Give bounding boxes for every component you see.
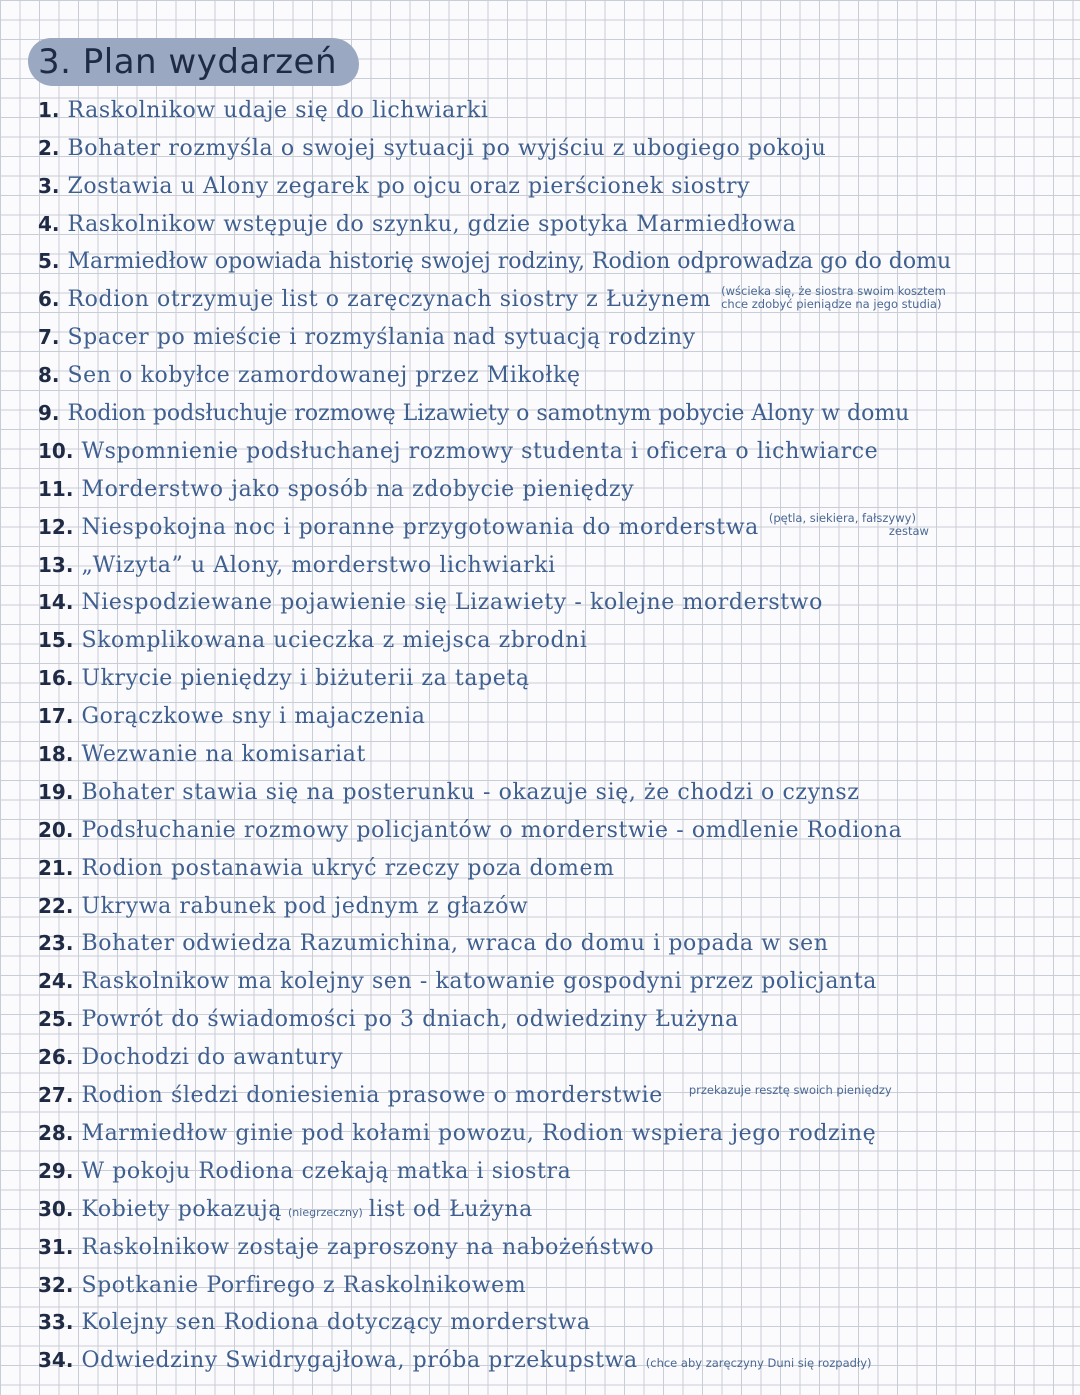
list-item [38, 618, 1068, 656]
item-text: Bohater rozmyśla o swojej sytuacji po wyjściu z ubogiego pokoju [67, 135, 827, 161]
item-number: 5. [38, 249, 60, 274]
list-item [38, 922, 1068, 960]
list-item [38, 88, 1068, 126]
item-text: Raskolnikow udaje się do lichwiarki [67, 97, 489, 123]
item-text: Gorączkowe sny i majaczenia [81, 704, 426, 730]
item-text: Morderstwo jako sposób na zdobycie pieniędzy [81, 476, 635, 502]
item-number: 25. [38, 1007, 74, 1032]
list-item [38, 1338, 1068, 1376]
item-number: 17. [38, 704, 74, 729]
item-text: Bohater odwiedza Razumichina, wraca do domu i popada w sen [81, 931, 829, 957]
list-item [38, 770, 1068, 808]
side-note: (chce aby zaręczyny Duni się rozpadły) [645, 1355, 872, 1370]
list-item [38, 1111, 1068, 1149]
item-number: 4. [38, 211, 60, 236]
item-text: list od Łużyna [368, 1196, 533, 1222]
item-number: 19. [38, 779, 74, 804]
item-text: Skomplikowana ucieczka z miejsca zbrodni [81, 628, 588, 654]
list-item [38, 1149, 1068, 1187]
list-item [38, 543, 1068, 581]
item-text: Rodion otrzymuje list o zaręczynach siostry z Łużynem [67, 287, 712, 313]
list-item [38, 505, 1068, 543]
item-text: „Wizyta” u Alony, morderstwo lichwiarki [81, 552, 556, 578]
list-item [38, 808, 1068, 846]
inline-note: (niegrzeczny) [288, 1205, 363, 1219]
title-highlight [28, 38, 359, 86]
item-text: Marmiedłow ginie pod kołami powozu, Rodion wspiera jego rodzinę [81, 1120, 877, 1146]
side-note [769, 512, 929, 542]
item-number: 3. [38, 173, 60, 198]
list-item [38, 164, 1068, 202]
item-number: 9. [38, 401, 60, 426]
item-number: 28. [38, 1120, 74, 1145]
item-number: 14. [38, 590, 74, 615]
list-item [38, 997, 1068, 1035]
list-item [38, 429, 1068, 467]
list-item [38, 467, 1068, 505]
item-number: 32. [38, 1272, 74, 1297]
side-note-line: chce zdobyć pieniądze na jego studia) [721, 297, 942, 312]
item-text: Bohater stawia się na posterunku - okazuje się, że chodzi o czynsz [81, 779, 860, 805]
list-item [38, 846, 1068, 884]
item-text: Zostawia u Alony zegarek po ojcu oraz pierścionek siostry [67, 173, 751, 199]
item-number: 18. [38, 742, 74, 767]
item-text: Wspomnienie podsłuchanej rozmowy studenta i oficera o lichwiarce [81, 438, 879, 464]
item-number: 11. [38, 476, 74, 501]
list-item [38, 1073, 1068, 1111]
item-text: Ukrywa rabunek pod jednym z głazów [81, 893, 529, 919]
item-text: Rodion śledzi doniesienia prasowe o morderstwie [81, 1083, 663, 1109]
list-item [38, 884, 1068, 922]
item-text: Podsłuchanie rozmowy policjantów o morderstwie - omdlenie Rodiona [81, 817, 903, 843]
item-text: Raskolnikow wstępuje do szynku, gdzie spotyka Marmiedłowa [67, 211, 797, 237]
item-number: 22. [38, 893, 74, 918]
item-number: 2. [38, 135, 60, 160]
item-number: 13. [38, 552, 74, 577]
item-text: Spotkanie Porfirego z Raskolnikowem [81, 1272, 527, 1298]
list-item [38, 959, 1068, 997]
list-item [38, 1035, 1068, 1073]
list-item [38, 391, 1068, 429]
side-note: przekazuje resztę swoich pieniędzy [688, 1083, 892, 1098]
list-item [38, 581, 1068, 619]
list-item [38, 315, 1068, 353]
item-text: Niespodziewane pojawienie się Lizawiety - kolejne morderstwo [81, 590, 823, 616]
side-note [721, 285, 946, 315]
item-number: 33. [38, 1310, 74, 1335]
item-text: Kobiety pokazują [81, 1196, 283, 1222]
item-number: 26. [38, 1045, 74, 1070]
item-number: 6. [38, 287, 60, 312]
item-text: Spacer po mieście i rozmyślania nad sytuacją rodziny [67, 325, 696, 351]
item-text: Odwiedziny Swidrygajłowa, próba przekupstwa [81, 1348, 638, 1374]
item-number: 24. [38, 969, 74, 994]
item-number: 12. [38, 514, 74, 539]
item-text: Kolejny sen Rodiona dotyczący morderstwa [81, 1310, 591, 1336]
list-item [38, 694, 1068, 732]
item-number: 34. [38, 1348, 74, 1373]
item-number: 20. [38, 817, 74, 842]
item-text: Marmiedłow opowiada historię swojej rodziny, Rodion odprowadza go do domu [67, 249, 952, 275]
item-number: 15. [38, 628, 74, 653]
list-item [38, 240, 1068, 278]
item-number: 27. [38, 1083, 74, 1108]
item-text: Powrót do świadomości po 3 dniach, odwiedziny Łużyna [81, 1007, 739, 1033]
item-text: Raskolnikow ma kolejny sen - katowanie gospodyni przez policjanta [81, 969, 877, 995]
item-text: W pokoju Rodiona czekają matka i siostra [81, 1158, 572, 1184]
side-note-line: (pętla, siekiera, fałszywy) [768, 511, 916, 526]
item-number: 29. [38, 1158, 74, 1183]
item-number: 10. [38, 438, 74, 463]
item-number: 7. [38, 325, 60, 350]
list-item [38, 656, 1068, 694]
item-number: 16. [38, 666, 74, 691]
list-item [38, 126, 1068, 164]
item-number: 1. [38, 97, 60, 122]
item-number: 30. [38, 1196, 74, 1221]
item-text: Rodion podsłuchuje rozmowę Lizawiety o samotnym pobycie Alony w domu [67, 401, 910, 427]
item-text: Niespokojna noc i poranne przygotowania do morderstwa [81, 514, 759, 540]
item-number: 31. [38, 1234, 74, 1259]
item-number: 21. [38, 855, 74, 880]
item-text: Raskolnikow zostaje zaproszony na nabożeństwo [81, 1234, 655, 1260]
side-note-line: zestaw [888, 524, 929, 539]
item-number: 8. [38, 363, 60, 388]
list-item [38, 1187, 1068, 1225]
list-item [38, 277, 1068, 315]
page-title: 3. Plan wydarzeń [38, 42, 338, 82]
item-text: Sen o kobyłce zamordowanej przez Mikołkę [67, 363, 581, 389]
events-list [38, 88, 1068, 1376]
list-item [38, 353, 1068, 391]
item-number: 23. [38, 931, 74, 956]
item-text: Ukrycie pieniędzy i biżuterii za tapetą [81, 666, 530, 692]
item-text: Wezwanie na komisariat [81, 742, 366, 768]
item-text: Dochodzi do awantury [81, 1045, 344, 1071]
side-note-line: (wścieka się, że siostra swoim kosztem [721, 283, 946, 298]
list-item [38, 1263, 1068, 1301]
list-item [38, 732, 1068, 770]
list-item [38, 1225, 1068, 1263]
list-item [38, 202, 1068, 240]
list-item [38, 1301, 1068, 1339]
item-text: Rodion postanawia ukryć rzeczy poza domem [81, 855, 615, 881]
